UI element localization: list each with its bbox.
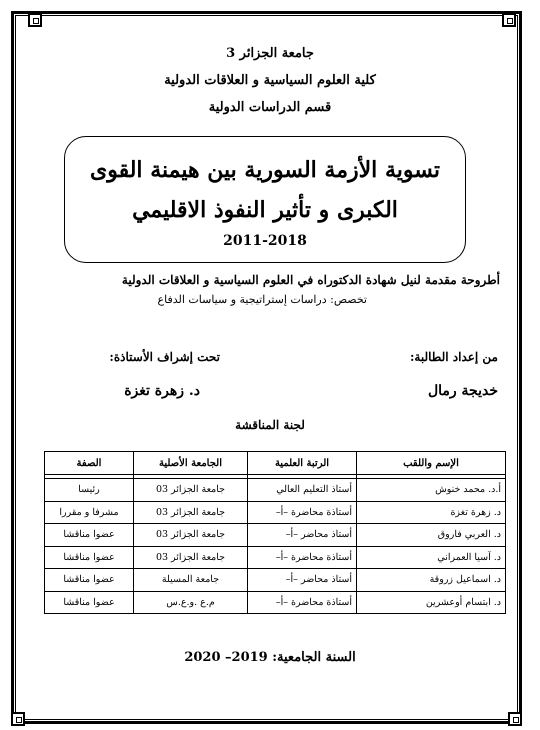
member-university: جامعة المسيلة [134, 569, 248, 592]
corner-ornament-bottom-right [508, 712, 522, 726]
thesis-title-line-2: الكبرى و تأثير النفوذ الاقليمي [132, 197, 398, 223]
thesis-description: أطروحة مقدمة لنيل شهادة الدكتوراه في العلوم السياسية و العلاقات الدولية [121, 273, 500, 287]
faculty-name: كلية العلوم السياسية و العلاقات الدولية [164, 73, 376, 88]
corner-ornament-top-right [502, 13, 516, 27]
committee-title: لجنة المناقشة [235, 418, 305, 432]
thesis-specialization: تخصص: دراسات إستراتيجية و سياسات الدفاع [157, 293, 367, 306]
committee-table [44, 451, 506, 614]
table-row [45, 524, 506, 547]
member-role: رئيسا [45, 479, 134, 502]
table-row [45, 591, 506, 614]
page-border-inner [15, 15, 518, 720]
member-rank: أستاذة محاضرة –أ– [248, 591, 357, 614]
header-rank: الرتبة العلمية [248, 452, 357, 475]
header-role: الصفة [45, 452, 134, 475]
supervisor-name: د. زهرة تغزة [124, 383, 200, 399]
table-row [45, 546, 506, 569]
member-role: عضوا مناقشا [45, 569, 134, 592]
member-role: عضوا مناقشا [45, 546, 134, 569]
member-rank: أستاذ محاضر –أ– [248, 569, 357, 592]
member-university: جامعة الجزائر 03 [134, 501, 248, 524]
member-name: د. العربي فاروق [357, 524, 506, 547]
member-name: د. ابتسام أوعشرين [357, 591, 506, 614]
corner-ornament-bottom-left [11, 712, 25, 726]
member-rank: أستاذ التعليم العالي [248, 479, 357, 502]
header-name: الإسم واللقب [357, 452, 506, 475]
thesis-title-line-1: تسوية الأزمة السورية بين هيمنة القوى [90, 157, 440, 183]
member-name: أ.د. محمد خنوش [357, 479, 506, 502]
member-role: عضوا مناقشا [45, 524, 134, 547]
table-row [45, 501, 506, 524]
header-university: الجامعة الأصلية [134, 452, 248, 475]
member-name: د. زهرة تغزة [357, 501, 506, 524]
member-university: م.ع .و.ع.س [134, 591, 248, 614]
member-role: عضوا مناقشا [45, 591, 134, 614]
member-role: مشرفا و مقررا [45, 501, 134, 524]
university-name: جامعة الجزائر 3 [226, 46, 314, 61]
thesis-title-box [64, 136, 466, 263]
member-university: جامعة الجزائر 03 [134, 546, 248, 569]
member-rank: أستاذة محاضرة –أ– [248, 546, 357, 569]
member-rank: أستاذة محاضرة –أ– [248, 501, 357, 524]
member-rank: أستاذ محاضر –أ– [248, 524, 357, 547]
supervisor-label: تحت إشراف الأستاذة: [109, 350, 220, 364]
academic-year: السنة الجامعية: 2019– 2020 [184, 650, 356, 665]
student-name: خديجة رمال [427, 383, 498, 399]
corner-ornament-top-left [28, 13, 42, 27]
thesis-period: 2011-2018 [223, 233, 307, 249]
student-label: من إعداد الطالبة: [409, 350, 498, 364]
table-row [45, 569, 506, 592]
committee-header-row [45, 452, 506, 475]
member-name: د. اسماعيل زروقة [357, 569, 506, 592]
table-row [45, 479, 506, 502]
member-name: د. آسيا العمراني [357, 546, 506, 569]
department-name: قسم الدراسات الدولية [208, 100, 332, 115]
member-university: جامعة الجزائر 03 [134, 524, 248, 547]
member-university: جامعة الجزائر 03 [134, 479, 248, 502]
